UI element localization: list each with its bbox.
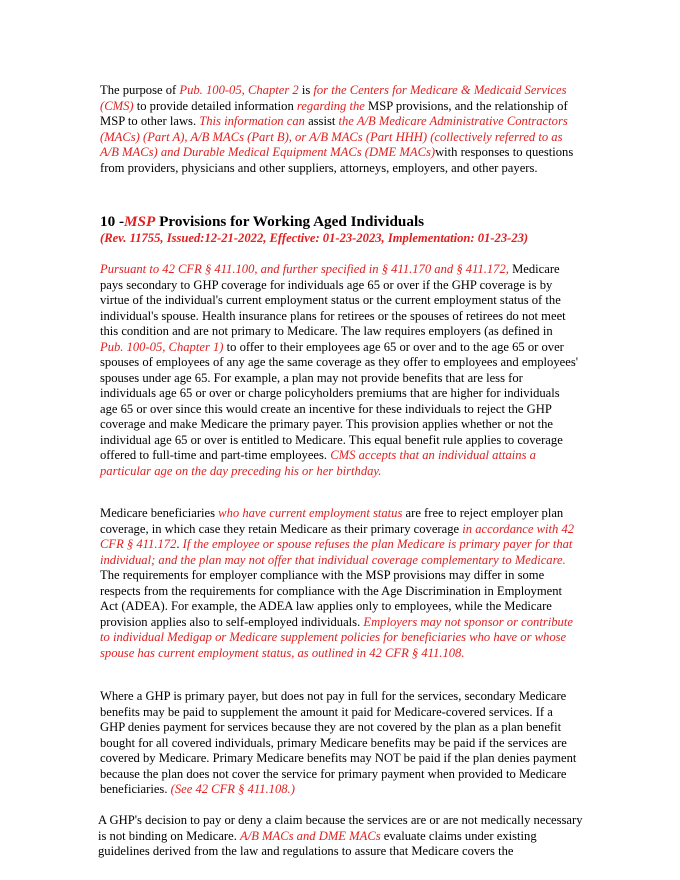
revision-text: Pursuant to 42 CFR § 411.100, and further specified in § 411.170 and § 411.172, [100,262,509,276]
revision-text: A/B MACs and DME MACs [240,828,381,843]
paragraph-working-aged [100,262,578,479]
body-text: . [176,537,183,551]
revision-text: If the employee or spouse refuses the plan Medicare is primary payer for that individual; and the plan may not offer that individual coverage complementary to Medicare. [100,537,573,567]
body-text: A GHP's decision to pay or deny a claim because the services are or are not medically necessary is not binding on Medicare. [98,813,583,843]
pub-reference: Pub. 100-05, Chapter 1) [100,339,224,354]
body-text: Medicare pays secondary to GHP coverage for individuals age 65 or over if the GHP coverage is by virtue of the individual's current employment status or the current employment status of the individual's spouse. Health insurance plans for retirees or the spouses of retirees do not meet this condition and are not primary to Medicare. The law requires employers (as defined in [100,262,566,338]
paragraph-beneficiaries [100,506,578,661]
intro-revision-text: the A/B Medicare Administrative Contractors (MACs) (Part A), A/B MACs (Part B), or A/B MACs (Part HHH) (collectively referred to as A/B MACs) and Durable Medical Equipment MACs (DME MACs) [100,114,568,159]
revision-text: CMS accepts that an individual attains a particular age on the day preceding his or her birthday. [100,448,536,478]
body-text: Where a GHP is primary payer, but does not pay in full for the services, secondary Medicare benefits may be paid to supplement the amount it paid for Medicare-covered services. If a GHP denies payment for services because they are not covered by the plan as a plan benefit bought for all covered individuals, primary Medicare benefits may be paid if the services are covered by Medicare. Primary Medicare benefits may NOT be paid if the plan denies payment because the plan does not cover the service for primary payment when provided to Medicare beneficiaries. [100,689,577,796]
intro-text: to provide detailed information [133,98,297,113]
intro-text: is [298,83,314,97]
section-title: Provisions for Working Aged Individuals [155,213,425,230]
intro-text: , and the relationship of MSP to other laws. [100,98,568,128]
revision-text: Employers may not sponsor or contribute to individual Medigap or Medicare supplement policies for beneficiaries who have or whose spouse has current employment status, as outlined in 42 CFR § 411.108. [100,614,573,660]
intro-revision-text: regarding the [296,98,365,113]
intro-text: MSP provisions [364,98,449,113]
intro-text: with responses to questions from providers, physicians and other suppliers, attorneys, employers, and other payers. [100,145,574,175]
body-text: to offer to their employees age 65 or over and to the age 65 or over spouses of employees of any age the same coverage as they offer to employees and employees' spouses under age 65. For example, a plan may not provide benefits that are less for individuals age 65 or over or charge policyholders premiums that are higher for individuals age 65 or over since this would create an incentive for these individuals to reject the GHP coverage and make Medicare the primary payer. This provision applies whether or not the individual age 65 or over is entitled to Medicare. This equal benefit rule applies to coverage offered to full-time and part-time employees. [100,339,578,462]
body-text: The requirements for employer compliance with the MSP provisions may differ in some respects from the requirements for compliance with the Age Discrimination in Employment Act (ADEA). For example, the ADEA law applies only to employees, while the Medicare provision applies also to self-employed individuals. [100,568,562,629]
section-number: 10 - [100,213,125,230]
section-msp-label: MSP [124,213,156,230]
intro-text: assist [304,114,339,128]
intro-revision-text: for the Centers for Medicare & Medicaid Services (CMS) [100,83,567,113]
body-text: are free to reject employer plan coverage, in which case they retain Medicare as their primary coverage [100,506,564,536]
section-heading [100,213,580,231]
revision-note: (Rev. 11755, Issued:12-21-2022, Effective: 01-23-2023, Implementation: 01-23-23) [100,231,529,245]
intro-text: The purpose of [100,83,180,97]
revision-text: in accordance with 42 CFR § 411.172 [100,521,575,551]
intro-paragraph [100,83,580,176]
paragraph-ghp-decision [98,813,588,860]
revision-text: who have current employment status [218,506,403,520]
intro-revision-text: This information can [199,114,305,128]
body-text: evaluate claims under existing guidelines derived from the law and regulations to assure that Medicare covers the [98,828,537,858]
body-text: Medicare beneficiaries [100,506,219,520]
intro-pub-reference: Pub. 100-05, Chapter 2 [179,83,299,97]
cfr-reference: (See 42 CFR § 411.108.) [170,782,295,796]
paragraph-ghp-primary [100,689,578,798]
